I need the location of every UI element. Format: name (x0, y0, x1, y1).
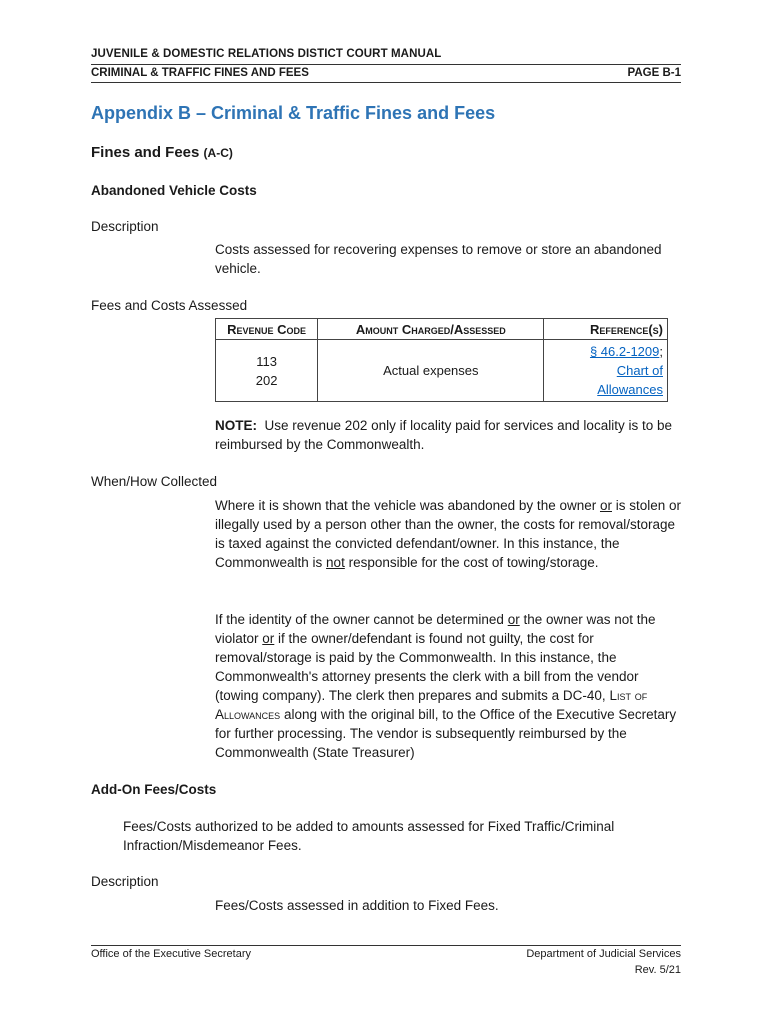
statute-link[interactable]: § 46.2-1209 (589, 344, 660, 359)
header-rule-top (91, 64, 681, 65)
text-run: is stolen or illegally used by a person other than the owner, the costs for removal/storage is taxed against the convicted defendant/owner. In this instance, the Commonwealth is (215, 498, 682, 570)
chart-of-allowances-link-b[interactable]: Allowances (597, 382, 663, 397)
emphasis-or: or (507, 612, 520, 627)
fines-heading (91, 144, 233, 161)
revenue-code: 113 (256, 353, 277, 369)
note-text: Use revenue 202 only if locality paid for services and locality is to be reimbursed by the Commonwealth. (215, 418, 672, 452)
addon-description: Fees/Costs assessed in addition to Fixed Fees. (215, 898, 499, 913)
fines-heading-main: Fines and Fees (91, 144, 200, 161)
note-label: NOTE: (215, 418, 257, 433)
chart-of-allowances-link-a[interactable]: Chart of (616, 363, 663, 378)
fees-table (215, 318, 668, 402)
note-paragraph (215, 416, 680, 454)
reference-cell (544, 340, 668, 402)
addon-heading: Add-On Fees/Costs (91, 782, 217, 797)
page-number: PAGE B-1 (627, 67, 681, 79)
col-amount: Amount Charged/Assessed (318, 319, 544, 340)
form-name: List of Allowances (215, 688, 648, 722)
text-run: Where it is shown that the vehicle was abandoned by the owner (215, 498, 600, 513)
emphasis-not: not (326, 555, 345, 570)
appendix-title: Appendix B – Criminal & Traffic Fines and Fees (91, 103, 496, 123)
abandoned-description: Costs assessed for recovering expenses to remove or store an abandoned vehicle. (215, 242, 662, 276)
text-run: if the owner/defendant is found not guilty, the cost for removal/storage is paid by the Commonwealth. In this instance, the Commonwealth's attorney presents the clerk with a bill from the vendor (towing company). The clerk then prepares and submits a DC-40, (215, 631, 639, 703)
emphasis-or: or (599, 498, 612, 513)
page-footer (91, 945, 681, 976)
section-title: CRIMINAL & TRAFFIC FINES AND FEES (91, 67, 309, 79)
fees-label: Fees and Costs Assessed (91, 298, 248, 313)
abandoned-heading: Abandoned Vehicle Costs (91, 183, 257, 198)
col-revenue-code: Revenue Code (216, 319, 318, 340)
col-reference: Reference(s) (544, 319, 668, 340)
when-paragraph-1 (215, 496, 685, 572)
text-run: If the identity of the owner cannot be determined (215, 612, 508, 627)
footer-department: Department of Judicial Services (526, 948, 681, 960)
ref-separator: ; (659, 344, 663, 359)
text-run: responsible for the cost of towing/storage. (344, 555, 599, 570)
table-row (216, 340, 668, 402)
amount-cell: Actual expenses (318, 340, 544, 402)
addon-description-label: Description (91, 874, 159, 889)
revenue-codes-cell (216, 340, 318, 402)
page-header (91, 48, 681, 83)
footer-office: Office of the Executive Secretary (91, 948, 251, 960)
when-collected-label: When/How Collected (91, 474, 218, 489)
addon-intro: Fees/Costs authorized to be added to amounts assessed for Fixed Traffic/Criminal Infraction/Misdemeanor Fees. (123, 819, 615, 853)
when-paragraph-2 (215, 610, 685, 762)
table-header-row (216, 319, 668, 340)
text-run: along with the original bill, to the Office of the Executive Secretary for further processing. The vendor is subsequently reimbursed by the Commonwealth (State Treasurer) (215, 707, 677, 760)
description-label: Description (91, 219, 159, 234)
revision-date: Rev. 5/21 (634, 964, 681, 976)
text-run: the owner was not the violator (215, 612, 656, 646)
fines-heading-range: (A-C) (203, 146, 233, 160)
revenue-code: 202 (255, 372, 278, 388)
emphasis-or: or (262, 631, 275, 646)
manual-title: JUVENILE & DOMESTIC RELATIONS DISTICT COURT MANUAL (91, 48, 442, 60)
header-row (91, 67, 681, 83)
